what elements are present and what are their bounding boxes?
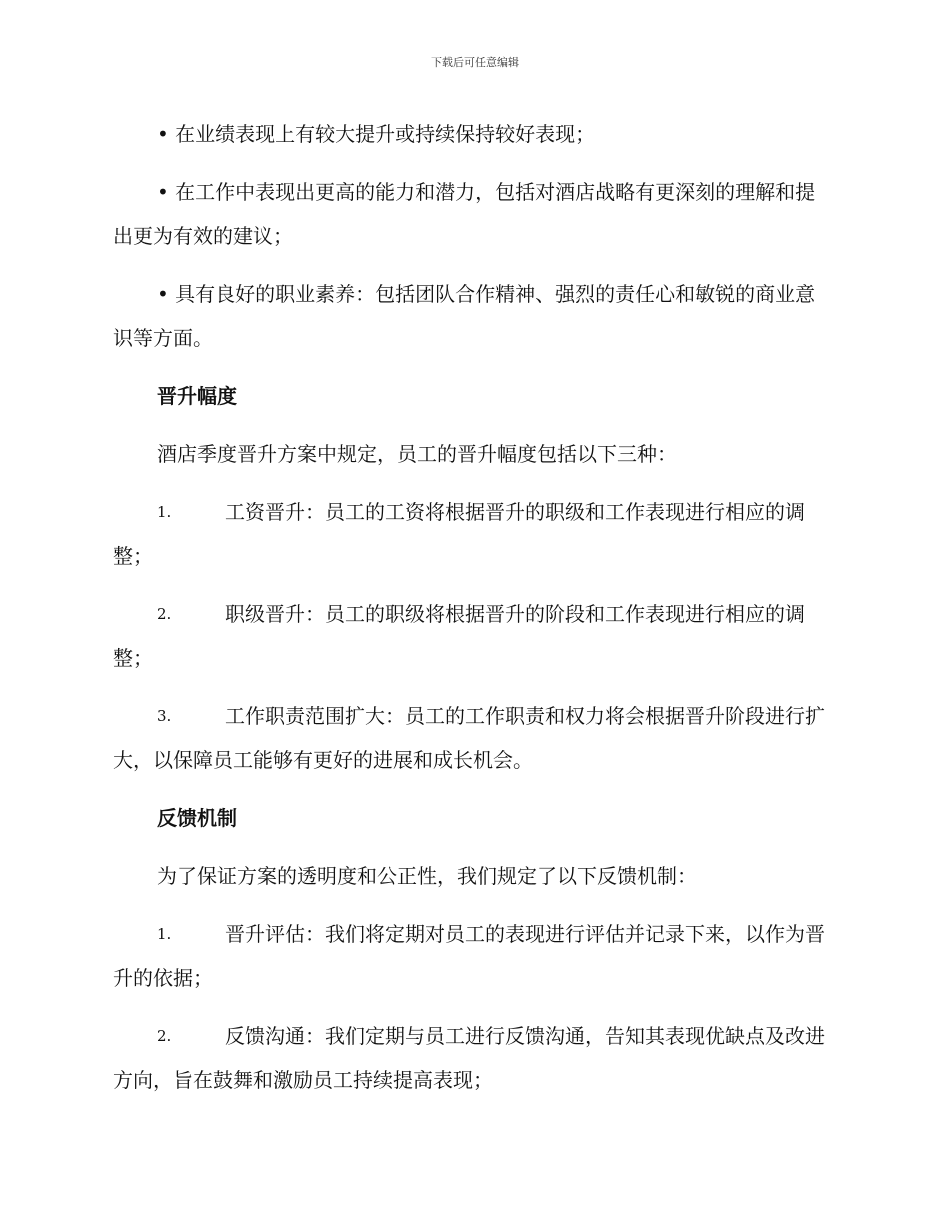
numbered-item: [113, 1014, 833, 1102]
numbered-item: [113, 490, 833, 578]
item-text: 工资晋升：员工的工资将根据晋升的职级和工作表现进行相应的调整；: [113, 500, 805, 568]
item-text: 职级晋升：员工的职级将根据晋升的阶段和工作表现进行相应的调整；: [113, 602, 805, 670]
item-text: 晋升评估：我们将定期对员工的表现进行评估并记录下来，以作为晋升的依据；: [113, 922, 825, 990]
bullet-item: • 在业绩表现上有较大提升或持续保持较好表现；: [157, 122, 596, 146]
bullet-item: • 在工作中表现出更高的能力和潜力，包括对酒店战略有更深刻的理解和提出更为有效的建议；: [113, 180, 816, 248]
page-header: 下载后可任意编辑: [431, 56, 519, 69]
item-number: 1.: [157, 503, 172, 521]
numbered-item: [113, 694, 833, 782]
document-body: [113, 112, 833, 1116]
section-heading-feedback: 反馈机制: [157, 806, 237, 830]
item-number: 1.: [157, 925, 172, 943]
item-number: 3.: [157, 707, 172, 725]
item-text: 反馈沟通：我们定期与员工进行反馈沟通，告知其表现优缺点及改进方向，旨在鼓舞和激励员工持续提高表现；: [113, 1024, 825, 1092]
section-heading-promotion-range: 晋升幅度: [157, 384, 237, 408]
item-number: 2.: [157, 605, 172, 623]
item-number: 2.: [157, 1027, 172, 1045]
item-text: 工作职责范围扩大：员工的工作职责和权力将会根据晋升阶段进行扩大，以保障员工能够有更好的进展和成长机会。: [113, 704, 825, 772]
numbered-item: [113, 592, 833, 680]
section-intro: 为了保证方案的透明度和公正性，我们规定了以下反馈机制：: [157, 864, 697, 888]
bullet-item: • 具有良好的职业素养：包括团队合作精神、强烈的责任心和敏锐的商业意识等方面。: [113, 282, 816, 350]
numbered-item: [113, 912, 833, 1000]
section-intro: 酒店季度晋升方案中规定，员工的晋升幅度包括以下三种：: [157, 442, 677, 466]
